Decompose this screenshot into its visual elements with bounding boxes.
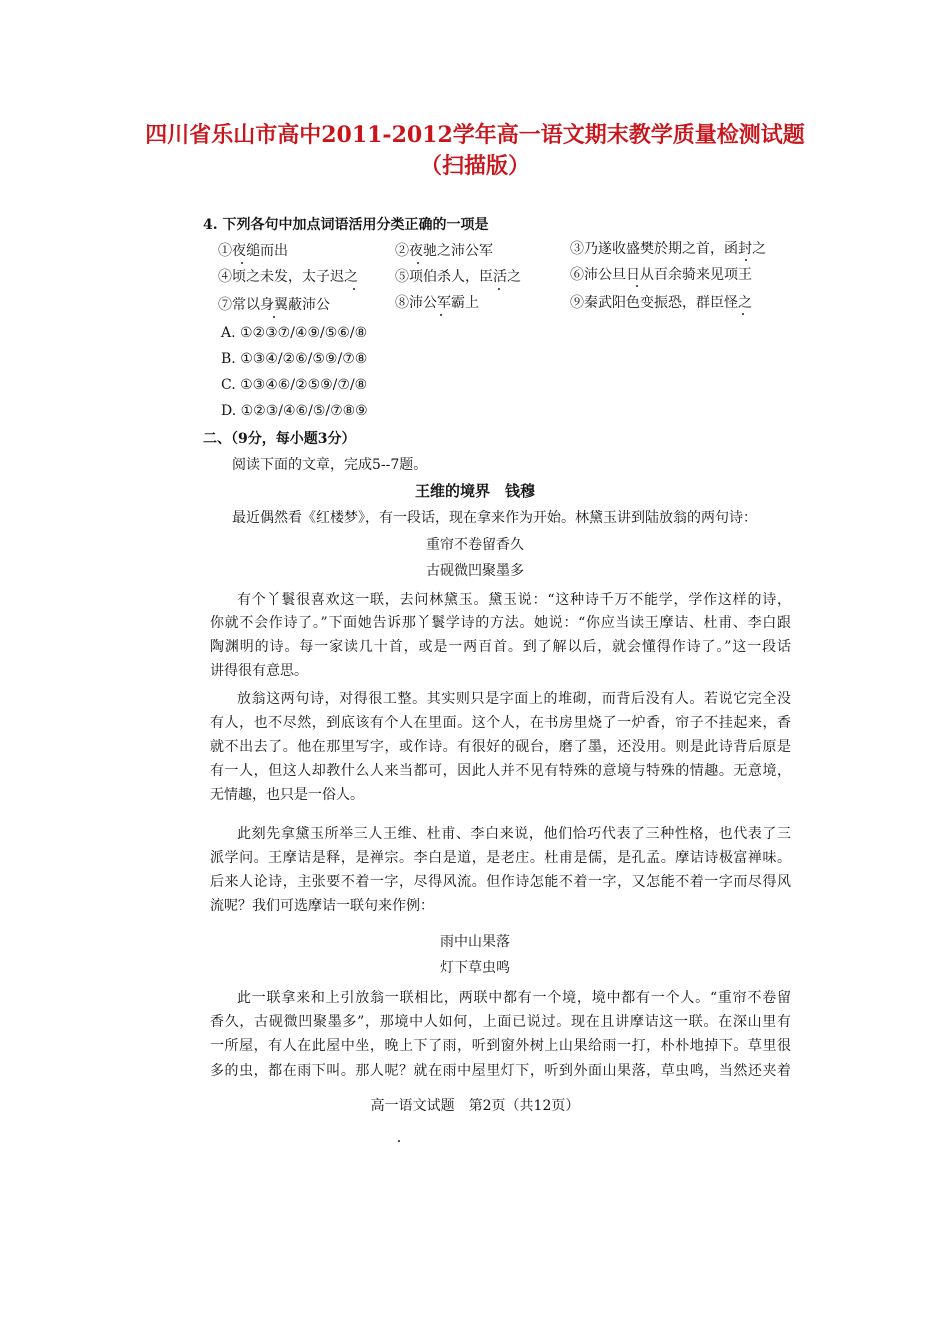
q4-item-3: ③乃遂收盛樊於期之首，函封之 <box>570 241 766 257</box>
page-subtitle: （扫描版） <box>419 153 530 179</box>
q4-option-c: C. ①③④⑥/②⑤⑨/⑦/⑧ <box>221 377 368 393</box>
emphasis-dot <box>241 262 243 264</box>
page-footer: 高一语文试题 第2页（共12页） <box>370 1098 580 1114</box>
article-line: 派学问。王摩诘是释，是禅宗。李白是道，是老庄。杜甫是儒，是孔孟。摩诘诗极富禅味。 <box>210 850 791 866</box>
article-line: 陶渊明的诗。每一家读几十首，或是一两百首。到了解以后，就会懂得作诗了。”这一段话 <box>210 639 791 655</box>
section-2-heading: 二、（9分，每小题3分） <box>203 431 356 447</box>
article-line: 有人，也不尽然，到底该有个人在里面。这个人，在书房里烧了一炉香，帘子不挂起来，香 <box>210 715 791 731</box>
article-line: 多的虫，都在雨下叫。那人呢？就在雨中屋里灯下，听到外面山果落，草虫鸣，当然还夹着 <box>210 1063 791 1079</box>
q4-item-1: ①夜缒而出 <box>218 243 288 259</box>
article-poem-line: 古砚微凹聚墨多 <box>426 563 524 579</box>
q4-option-b: B. ①③④/②⑥/⑤⑨/⑦⑧ <box>221 351 368 367</box>
emphasis-dot <box>745 259 747 261</box>
article-line: 有个丫鬟很喜欢这一联，去问林黛玉。黛玉说：“这种诗千万不能学，学作这样的诗， <box>237 592 791 608</box>
article-line: 你就不会作诗了。”下面她告诉那丫鬟学诗的方法。她说：“你应当读王摩诘、杜甫、李白跟 <box>210 615 791 631</box>
article-line: 流呢？我们可选摩诘一联句来作例： <box>210 898 434 914</box>
article-line: 有一人，但这人却教什么人来当都可，因此人并不见有特殊的意境与特殊的情趣。无意境， <box>210 763 791 779</box>
emphasis-dot <box>273 316 275 318</box>
question-4-stem: 4. 下列各句中加点词语活用分类正确的一项是 <box>203 217 489 233</box>
article-line: 香久，古砚微凹聚墨多”，那境中人如何，上面已说过。现在且讲摩诘这一联。在深山里有 <box>210 1014 791 1030</box>
article-line: 最近偶然看《红楼梦》，有一段话，现在拿来作为开始。林黛玉讲到陆放翁的两句诗： <box>232 510 757 526</box>
q4-item-6: ⑥沛公旦日从百余骑来见项王 <box>570 267 752 283</box>
article-line: 后来人论诗，主张要不着一字，尽得风流。但作诗怎能不着一字，又怎能不着一字而尽得风 <box>210 874 791 890</box>
section-2-instruction: 阅读下面的文章，完成5--7题。 <box>232 457 428 473</box>
q4-item-4: ④顷之未发，太子迟之 <box>218 269 358 285</box>
article-line: 放翁这两句诗，对得很工整。其实则只是字面上的堆砌，而背后没有人。若说它完全没 <box>237 691 791 707</box>
emphasis-dot <box>353 288 355 290</box>
article-poem-line: 重帘不卷留香久 <box>426 537 524 553</box>
scan-speck <box>398 1140 400 1142</box>
article-poem-line: 灯下草虫鸣 <box>440 960 510 976</box>
q4-item-7: ⑦常以身翼蔽沛公 <box>218 297 330 313</box>
emphasis-dot <box>440 314 442 316</box>
q4-item-5: ⑤项伯杀人，臣活之 <box>395 269 521 285</box>
page-title: 四川省乐山市高中2011-2012学年高一语文期末教学质量检测试题 <box>145 122 805 148</box>
article-line: 就不出去了。他在那里写字，或作诗。有很好的砚台，磨了墨，还没用。则是此诗背后原是 <box>210 739 791 755</box>
emphasis-dot <box>636 285 638 287</box>
article-line: 此刻先拿黛玉所举三人王维、杜甫、李白来说，他们恰巧代表了三种性格，也代表了三 <box>237 826 791 842</box>
article-line: 无情趣，也只是一俗人。 <box>210 787 364 803</box>
q4-option-a: A. ①②③⑦/④⑨/⑤⑥/⑧ <box>221 325 368 341</box>
q4-option-d: D. ①②③/④⑥/⑤/⑦⑧⑨ <box>221 403 368 419</box>
article-line: 此一联拿来和上引放翁一联相比，两联中都有一个境，境中都有一个人。“重帘不卷留 <box>237 990 791 1006</box>
article-title: 王维的境界 钱穆 <box>414 482 535 500</box>
emphasis-dot <box>498 288 500 290</box>
article-line: 一所屋，有人在此屋中坐，晚上下了雨，听到窗外树上山果给雨一打，朴朴地掉下。草里很 <box>210 1038 791 1054</box>
q4-item-9: ⑨秦武阳色变振恐，群臣怪之 <box>570 295 752 311</box>
article-line: 讲得很有意思。 <box>210 663 308 679</box>
emphasis-dot <box>417 262 419 264</box>
article-poem-line: 雨中山果落 <box>440 934 510 950</box>
q4-item-8: ⑧沛公军霸上 <box>395 295 479 311</box>
q4-item-2: ②夜驰之沛公军 <box>395 243 493 259</box>
emphasis-dot <box>742 313 744 315</box>
